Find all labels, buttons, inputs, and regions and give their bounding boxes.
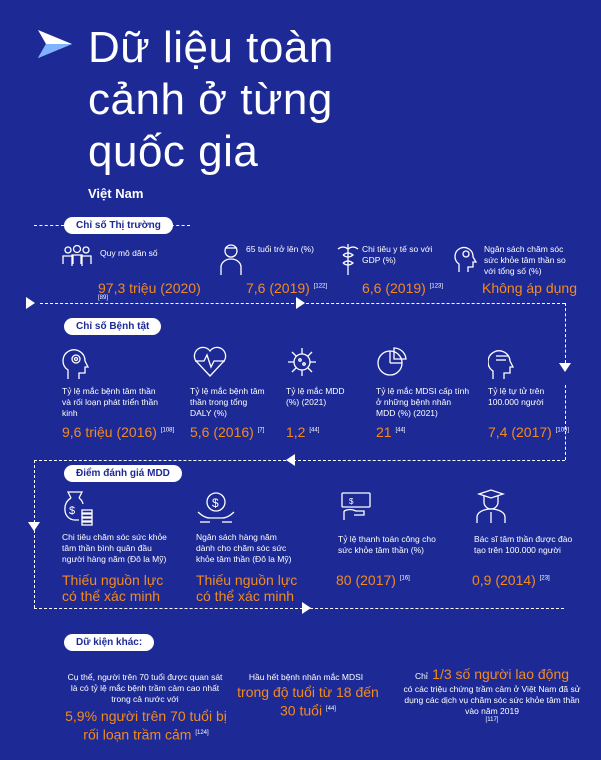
caduceus-icon [336,242,360,276]
mdd-item-3-label: Tỷ lệ thanh toán công cho sức khỏe tâm thần (%) [338,534,436,555]
flow-line-6 [34,460,35,608]
disease-item-3-value [286,424,319,440]
mdd-item-4-value [472,572,550,588]
graduate-doctor-icon [474,488,508,524]
other-col2-value-text: trong độ tuổi từ 18 đến 30 tuổi [237,684,379,719]
disease-item-3-value-text: 1,2 [286,424,306,440]
brain-head-icon [454,244,480,274]
flow-arrow-right-1 [26,297,35,309]
flow-line-4 [34,460,565,461]
title-line-2: cảnh ở từng [88,75,333,124]
market-item-3-value-text: 6,6 (2019) [362,280,426,296]
payment-card-icon [338,490,374,522]
title-line-3: quốc gia [88,127,259,176]
disease-item-1-label: Tỷ lệ mắc bệnh tâm thần và rối loạn phát triển thần kinh [62,386,158,418]
mdd-item-1-value: Thiếu nguồn lực có thể xác minh [62,572,164,604]
disease-item-2-value-text: 5,6 (2016) [190,424,254,440]
other-col3-value: 1/3 số người lao động [432,666,570,682]
market-item-2-ref: [122] [313,283,328,290]
flow-arrow-down-1 [559,363,571,372]
flow-line-7 [34,608,564,609]
disease-item-3-label: Tỷ lệ mắc MDD (%) (2021) [286,386,345,407]
brand-logo-icon [36,28,74,60]
disease-item-2-label: Tỷ lệ mắc bệnh tâm thần trong tổng DALY (%) [190,386,265,418]
mdd-item-1-label: Chi tiêu chăm sóc sức khỏe tâm thần bình quân đầu người hàng năm (Đô la Mỹ) [62,532,167,564]
mdd-item-4-ref: [23] [539,575,550,582]
other-col3-ref: [117] [485,717,499,723]
flow-line-3 [565,303,566,363]
svg-text:$: $ [69,505,76,517]
market-item-2-label: 65 tuổi trở lên (%) [246,244,314,254]
other-col3 [402,666,582,723]
svg-text:$: $ [212,496,219,510]
other-col3-prefix: Chỉ [414,671,428,681]
disease-item-1-value [62,424,174,440]
section-other-pill: Dữ kiện khác: [64,634,154,651]
flow-arrow-down-2 [28,522,40,531]
market-item-3-value [362,280,443,296]
market-item-3-ref: [123] [429,283,444,290]
mdd-item-4-label: Bác sĩ tâm thần được đào tạo trên 100.000 người [474,534,573,555]
flow-arrow-left-1 [286,454,295,466]
other-col2-text: Hầu hết bệnh nhân mắc MDSI [248,672,364,682]
mdd-item-4-value-text: 0,9 (2014) [472,572,536,588]
flow-line-5 [565,385,566,460]
other-col1-value [60,708,232,744]
section-disease-pill: Chỉ số Bệnh tật [64,318,161,335]
disease-item-4-label: Tỷ lệ mắc MDSI cấp tính ở những bệnh nhân MDD (%) (2021) [376,386,470,418]
virus-icon [286,346,318,378]
market-item-1-value [98,280,201,296]
disease-item-5-ref: [109] [555,427,570,434]
title-line-1: Dữ liệu toàn [88,23,334,72]
country-label: Việt Nam [88,186,144,201]
mdd-item-3-ref: [16] [399,575,410,582]
market-item-1-value-text: 97,3 triệu (2020) [98,280,201,296]
money-bag-icon [62,490,96,526]
other-col3-text: có các triệu chứng trầm cảm ở Việt Nam đã sử dụng các dịch vụ chăm sóc sức khỏe tâm thần vào năm 2019 [403,684,581,716]
svg-text:$: $ [349,497,354,506]
pie-chart-icon [376,346,410,378]
other-col2-value [236,684,380,720]
population-icon [60,244,94,274]
disease-item-2-ref: [7] [257,427,265,434]
disease-item-4-value-text: 21 [376,424,392,440]
disease-item-1-value-text: 9,6 triệu (2016) [62,424,157,440]
market-item-4-label: Ngân sách chăm sóc sức khỏe tâm thần so với tổng số (%) [484,244,566,276]
mental-health-head-icon [62,346,92,380]
section-market-pill: Chỉ số Thị trường [64,217,173,234]
disease-item-1-ref: [108] [160,427,175,434]
elderly-person-icon [218,242,244,276]
mdd-item-2-value: Thiếu nguồn lực có thể xác minh [196,572,298,604]
disease-item-5-value-text: 7,4 (2017) [488,424,552,440]
section-mdd-pill: Điểm đánh giá MDD [64,465,182,482]
disease-item-4-ref: [44] [395,427,406,434]
flow-arrow-right-2 [296,297,305,309]
market-item-1-label: Quy mô dân số [100,248,158,258]
other-col1-ref: [124] [195,730,209,736]
market-item-1-ref: [89] [98,295,109,301]
disease-item-2-value [190,424,264,440]
mdd-item-3-value-text: 80 (2017) [336,572,396,588]
page-title [88,22,334,178]
market-item-3-label: Chi tiêu y tế so với GDP (%) [362,244,433,265]
mdd-item-3-value [336,572,410,588]
market-item-2-value-text: 7,6 (2019) [246,280,310,296]
heart-pulse-icon [192,346,228,378]
other-col1-value-text: 5,9% người trên 70 tuổi bị rối loạn trầm cảm [65,708,227,743]
market-item-4-value: Không áp dụng [482,280,577,296]
market-item-2-value [246,280,327,296]
disease-item-5-value [488,424,569,440]
disease-item-5-label: Tỷ lệ tự tử trên 100.000 người [488,386,545,407]
other-col1-text: Cụ thể, người trên 70 tuổi được quan sát là có tỷ lệ mắc bệnh trầm cảm cao nhất trong cả nước với [67,672,223,704]
disease-item-4-value [376,424,405,440]
flow-line-1 [34,225,64,226]
person-profile-icon [488,346,518,380]
mdd-item-2-label: Ngân sách hàng năm dành cho chăm sóc sức khỏe tâm thần (Đô la Mỹ) [196,532,292,564]
disease-item-3-ref: [44] [309,427,320,434]
dollar-hands-icon [196,488,236,526]
other-col2-ref: [44] [325,706,336,712]
